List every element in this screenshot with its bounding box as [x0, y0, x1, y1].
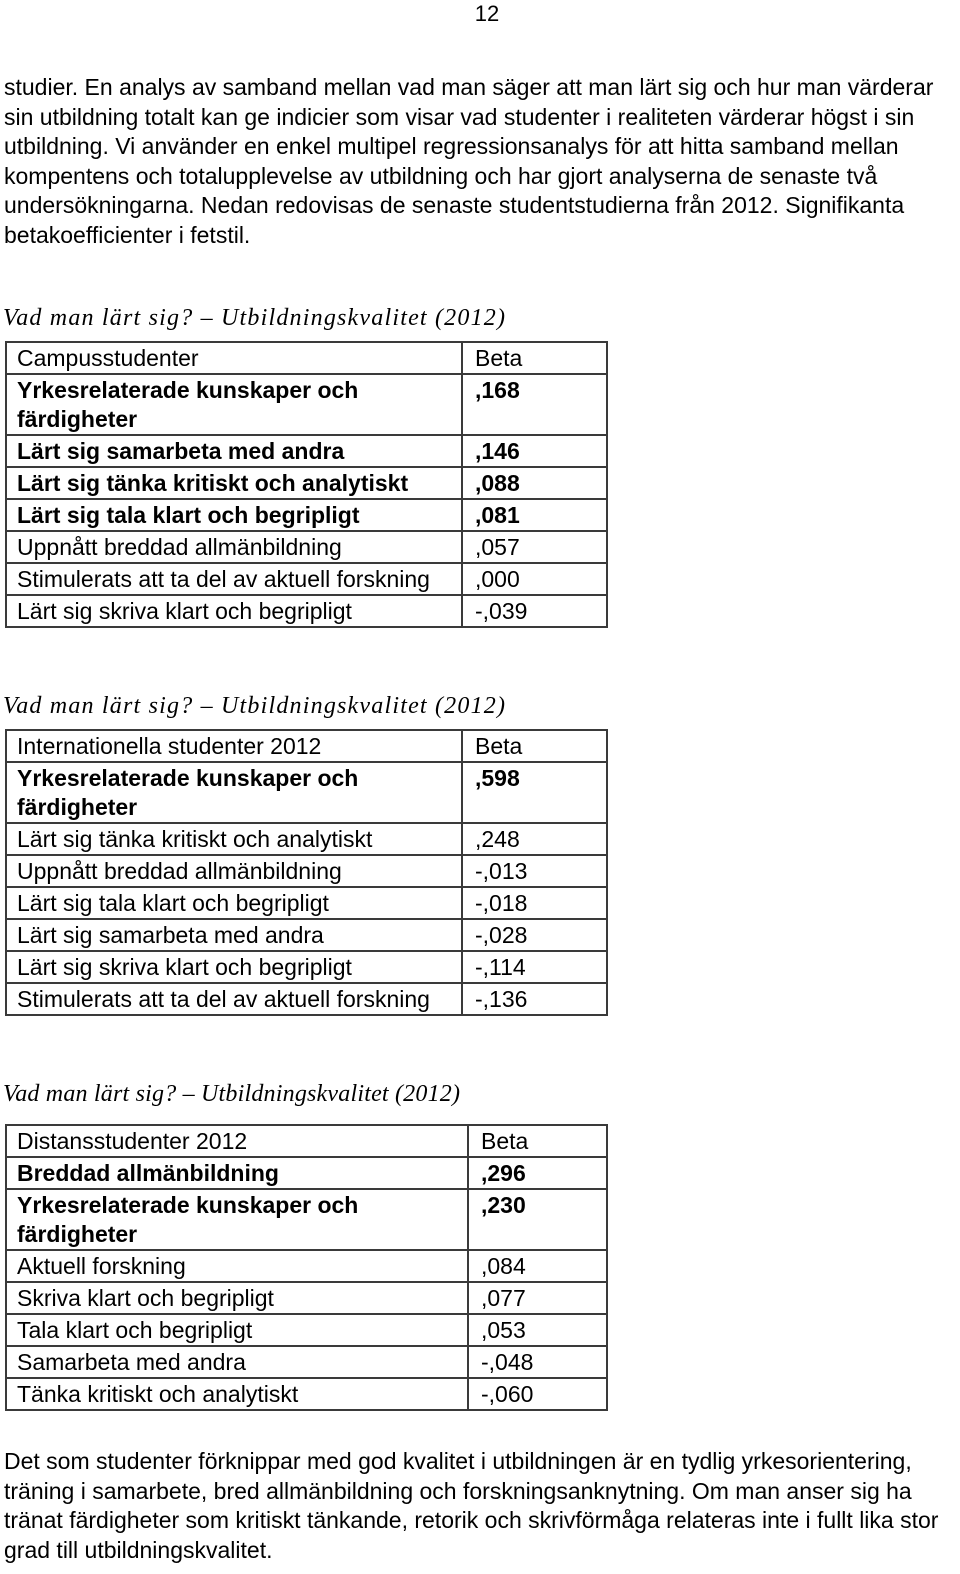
table-row — [6, 563, 607, 595]
row-beta-value: ,598 — [462, 762, 607, 823]
distance-beta-table — [5, 1124, 608, 1411]
row-label: Lärt sig samarbeta med andra — [6, 919, 462, 951]
table-row — [6, 1346, 607, 1378]
row-label: Aktuell forskning — [6, 1250, 468, 1282]
row-beta-value: -,048 — [468, 1346, 607, 1378]
row-beta-value: -,039 — [462, 595, 607, 627]
row-label: Tänka kritiskt och analytiskt — [6, 1378, 468, 1410]
row-beta-value: -,136 — [462, 983, 607, 1015]
header-label: Distansstudenter 2012 — [6, 1125, 468, 1157]
table-row — [6, 855, 607, 887]
table-row — [6, 1189, 607, 1250]
row-label: Samarbeta med andra — [6, 1346, 468, 1378]
row-label: Stimulerats att ta del av aktuell forskning — [6, 563, 462, 595]
header-value: Beta — [462, 730, 607, 762]
table-row — [6, 435, 607, 467]
table-header-row — [6, 730, 607, 762]
header-label: Campusstudenter — [6, 342, 462, 374]
row-beta-value: -,013 — [462, 855, 607, 887]
row-beta-value: ,146 — [462, 435, 607, 467]
table-row — [6, 919, 607, 951]
row-label: Lärt sig skriva klart och begripligt — [6, 951, 462, 983]
table-row — [6, 1314, 607, 1346]
row-label: Lärt sig tala klart och begripligt — [6, 499, 462, 531]
row-label: Tala klart och begripligt — [6, 1314, 468, 1346]
row-beta-value: ,248 — [462, 823, 607, 855]
table-row — [6, 595, 607, 627]
intro-paragraph: studier. En analys av samband mellan vad man säger att man lärt sig och hur man värderar sin utbildning totalt kan ge indicier som visar vad studenter i realiteten värderar högst i sin utbildning. Vi använder en enkel multipel regressionsanalys för att hitta samband mellan kompentens och totalupplevelse av utbildning och har gjort analyserna de senaste två undersökningarna. Nedan redovisas de senaste studentstudierna från 2012. Signifikanta betakoefficienter i fetstil. — [4, 74, 934, 248]
row-label: Lärt sig tänka kritiskt och analytiskt — [6, 823, 462, 855]
row-beta-value: -,114 — [462, 951, 607, 983]
row-label: Uppnått breddad allmänbildning — [6, 855, 462, 887]
row-label: Breddad allmänbildning — [6, 1157, 468, 1189]
table-row — [6, 374, 607, 435]
header-value: Beta — [468, 1125, 607, 1157]
table-row — [6, 951, 607, 983]
row-beta-value: ,077 — [468, 1282, 607, 1314]
header-value: Beta — [462, 342, 607, 374]
table-row — [6, 1378, 607, 1410]
row-beta-value: ,000 — [462, 563, 607, 595]
table-row — [6, 499, 607, 531]
row-label: Yrkesrelaterade kunskaper och färdigheter — [6, 1189, 468, 1250]
table-row — [6, 1282, 607, 1314]
table-caption-distance: Vad man lärt sig? – Utbildningskvalitet (2012) — [3, 1081, 461, 1107]
international-beta-table — [5, 729, 608, 1016]
row-beta-value: -,018 — [462, 887, 607, 919]
row-label: Lärt sig tala klart och begripligt — [6, 887, 462, 919]
table-row — [6, 762, 607, 823]
row-label: Uppnått breddad allmänbildning — [6, 531, 462, 563]
table-header-row — [6, 342, 607, 374]
row-label: Lärt sig skriva klart och begripligt — [6, 595, 462, 627]
row-beta-value: -,060 — [468, 1378, 607, 1410]
page-number: 12 — [474, 1, 500, 26]
table-row — [6, 823, 607, 855]
table-row — [6, 531, 607, 563]
row-beta-value: ,053 — [468, 1314, 607, 1346]
row-label: Stimulerats att ta del av aktuell forskning — [6, 983, 462, 1015]
outro-paragraph: Det som studenter förknippar med god kvalitet i utbildningen är en tydlig yrkesorientering, träning i samarbete, bred allmänbildning och forskningsanknytning. Om man anser sig ha tränat färdigheter som kritiskt tänkande, retorik och skrivförmåga relateras inte i fullt lika stor grad till utbildningskvalitet. — [4, 1448, 939, 1563]
table-caption-campus: Vad man lärt sig? – Utbildningskvalitet (2012) — [3, 305, 507, 331]
row-beta-value: -,028 — [462, 919, 607, 951]
row-beta-value: ,084 — [468, 1250, 607, 1282]
row-label: Skriva klart och begripligt — [6, 1282, 468, 1314]
row-beta-value: ,296 — [468, 1157, 607, 1189]
row-beta-value: ,230 — [468, 1189, 607, 1250]
table-header-row — [6, 1125, 607, 1157]
table-row — [6, 1250, 607, 1282]
row-label: Yrkesrelaterade kunskaper och färdigheter — [6, 762, 462, 823]
table-row — [6, 887, 607, 919]
table-row — [6, 1157, 607, 1189]
table-row — [6, 983, 607, 1015]
row-beta-value: ,057 — [462, 531, 607, 563]
table-caption-international: Vad man lärt sig? – Utbildningskvalitet (2012) — [3, 693, 507, 719]
row-beta-value: ,168 — [462, 374, 607, 435]
campus-beta-table — [5, 341, 608, 628]
row-label: Lärt sig tänka kritiskt och analytiskt — [6, 467, 462, 499]
row-label: Yrkesrelaterade kunskaper och färdigheter — [6, 374, 462, 435]
row-label: Lärt sig samarbeta med andra — [6, 435, 462, 467]
table-row — [6, 467, 607, 499]
row-beta-value: ,088 — [462, 467, 607, 499]
header-label: Internationella studenter 2012 — [6, 730, 462, 762]
row-beta-value: ,081 — [462, 499, 607, 531]
